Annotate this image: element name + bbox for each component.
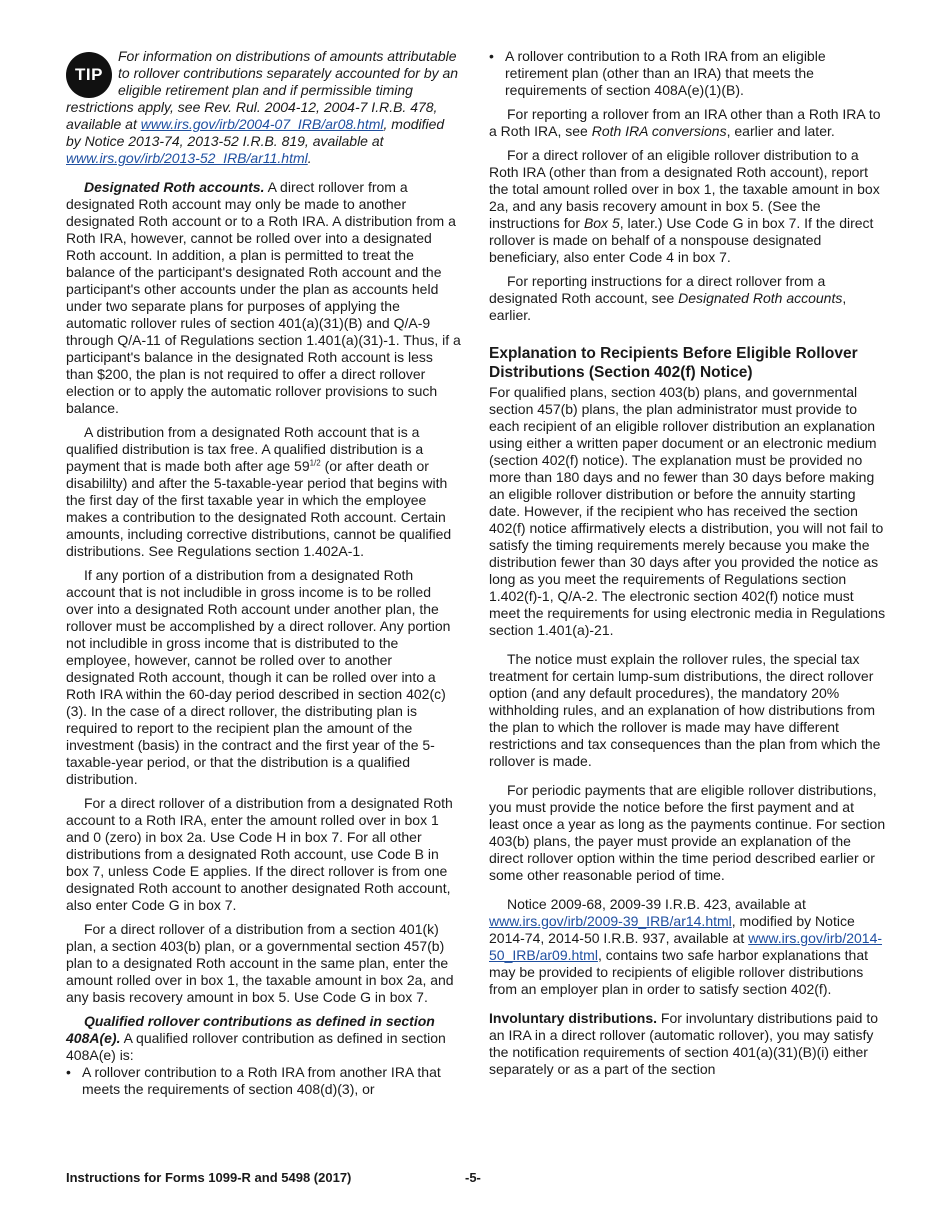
bullet-icon: • [66, 1064, 71, 1080]
box-5-ref: Box 5 [583, 215, 620, 231]
bullet-item-2: • A rollover contribution to a Roth IRA from an eligible retirement plan (other than an IRA) that meets the requirements of section 408A(e)(1)(B). [489, 48, 826, 98]
designated-roth-runin: Designated Roth accounts. [84, 179, 265, 195]
one-half-superscript: 1/2 [309, 458, 321, 468]
tip-box [66, 48, 462, 167]
tip-icon: TIP [66, 52, 112, 98]
reporting-instructions-paragraph: For reporting instructions for a direct rollover from a designated Roth account, see Designated Roth accounts, earlier. [489, 273, 847, 323]
eligible-rollover-paragraph: For a direct rollover of an eligible rollover distribution to a Roth IRA (other than from a designated Roth account), report the total amount rolled over in box 1, the taxable amount in box 2a, and any basis recovery amount in box 5. (See the instructions for Box 5, later.) Use Code G in box 7. If the direct rollover is made on behalf of a nonspouse designated beneficiary, also enter Code 4 in box 7. [489, 147, 880, 265]
right-column [489, 48, 886, 1078]
direct-rollover-paragraph: For a direct rollover of a distribution from a designated Roth account to a Roth IRA, enter the amount rolled over in box 1 and 0 (zero) in box 2a. Use Code H in box 7. For all other distributions from a designated Roth account, use Code B in box 7, unless Code E applies. If the direct rollover is from one designated Roth account to another designated Roth account, also enter Code G in box 7. [66, 795, 453, 913]
notice-2009-paragraph: Notice 2009-68, 2009-39 I.R.B. 423, available at www.irs.gov/irb/2009-39_IRB/ar14.html, modified by Notice 2014-74, 2014-50 I.R.B. 937, available at www.irs.gov/irb/2014-50_IRB/ar09.html, contains two safe harbor explanations that may be provided to recipients of eligible rollover distributions from an employer plan in order to satisfy section 402(f). [489, 896, 883, 997]
qualified-rollover-runin: Qualified rollover contributions as defined in section 408A(e). [66, 1013, 435, 1046]
footer-title: Instructions for Forms 1099-R and 5498 (2017) [66, 1170, 352, 1185]
tip-text: For information on distributions of amounts attributable to rollover contributions separately accounted for by an eligible retirement plan and if permissible timing restrictions apply, see Rev. Rul. 2004-12, 2004-7 I.R.B. 478, available at www.irs.gov/irb/2004-07_IRB/ar08.html, modified by Notice 2013-74, 2013-52 I.R.B. 819, available at www.irs.gov/irb/2013-52_IRB/ar11.html. [66, 48, 459, 166]
ira-rollover-paragraph: For reporting a rollover from an IRA other than a Roth IRA to a Roth IRA, see Roth IRA conversions, earlier and later. [489, 106, 881, 139]
notice-explain-paragraph: The notice must explain the rollover rules, the special tax treatment for certain lump-sum distributions, the direct rollover option (and any default procedures), the mandatory 20% withholding rules, and an explanation of how distributions from the plan to which the rollover is made may have different restrictions and tax consequences than the plan from which the rollover is made. [489, 651, 881, 769]
irb-2014-50-link[interactable]: www.irs.gov/irb/2014-50_IRB/ar09.html [489, 930, 883, 963]
portion-paragraph: If any portion of a distribution from a designated Roth account that is not includible in gross income is to be rolled over into a designated Roth account under another plan, the rollover must be accomplished by a direct rollover. Any portion not includible in gross income that is distributed to the employee, however, cannot be rolled over to another designated Roth account, though it can be rolled over into a Roth IRA within the 60-day period described in section 402(c)(3). In the case of a direct rollover, the distributing plan is required to report to the recipient plan the amount of the investment (basis) in the contract and the first year of the 5-taxable-year period, or that the distribution is a qualified distribution. [66, 567, 451, 787]
designated-roth-paragraph: Designated Roth accounts. A direct rollover from a designated Roth account may only be made to another designated Roth account or to a Roth IRA. A distribution from a Roth IRA, however, cannot be rolled over into a designated Roth account. In addition, a plan is permitted to treat the balance of the participant's designated Roth account and the participant's other accounts under the plan as accounts held under two separate plans for purposes of applying the automatic rollover rules of section 401(a)(31)(B) and Q/A-9 through Q/A-11 of Regulations section 1.401(a)(31)-1. Thus, if a participant's balance in the designated Roth account is less than $200, the plan is not required to offer a direct rollover election or to apply the automatic rollover provisions to such balance. [66, 179, 461, 416]
periodic-payments-paragraph: For periodic payments that are eligible rollover distributions, you must provide the notice before the first payment and at least once a year as long as the payments continue. For section 403(b) plans, the payer must provide an explanation of the direct rollover option within the time period described earlier or some other reasonable period of time. [489, 782, 886, 883]
involuntary-distributions-paragraph: Involuntary distributions. For involuntary distributions paid to an IRA in a direct rollover (automatic rollover), you may satisfy the notification requirements of section 401(a)(31)(B)(i) either separately or as a part of the section [489, 1010, 879, 1077]
page-number: -5- [465, 1170, 481, 1185]
qualified-distribution-paragraph: A distribution from a designated Roth account that is a qualified distribution is tax free. A qualified distribution is a payment that is made both after age $59^{1/2}$ (or after death or disabililty) and after the 5-taxable-year period that begins with the first day of the first taxable year in which the employee makes a contribution to the designated Roth account. Certain amounts, including corrective distributions, cannot be qualified distributions. See Regulations section 1.402A-1. [66, 424, 452, 559]
section-heading: Explanation to Recipients Before Eligible Rollover Distributions (Section 402(f) Notice) [489, 345, 858, 381]
qualified-rollover-paragraph: Qualified rollover contributions as defined in section 408A(e). A qualified rollover contribution as defined in section 408A(e) is: [66, 1013, 446, 1063]
involuntary-runin: Involuntary distributions. [489, 1010, 658, 1026]
roth-ira-conversions-ref: Roth IRA conversions [591, 123, 727, 139]
bullet-item-1: • A rollover contribution to a Roth IRA from another IRA that meets the requirements of section 408(d)(3), or [66, 1064, 441, 1097]
section-401k-paragraph: For a direct rollover of a distribution from a section 401(k) plan, a section 403(b) plan, or a governmental section 457(b) plan to a designated Roth account in the same plan, enter the amount rolled over in box 1, the taxable amount in box 2a, and any basis recovery amount in box 5. Use Code G in box 7. [66, 921, 454, 1005]
bullet-icon: • [489, 48, 494, 64]
irb-2009-39-link[interactable]: www.irs.gov/irb/2009-39_IRB/ar14.html [489, 913, 732, 929]
irb-2013-52-link[interactable]: www.irs.gov/irb/2013-52_IRB/ar11.html [66, 150, 308, 166]
designated-roth-accounts-ref: Designated Roth accounts [678, 290, 843, 306]
qualified-plans-paragraph: For qualified plans, section 403(b) plans, and governmental section 457(b) plans, the plan administrator must provide to each recipient of an eligible rollover distribution an explanation using either a written paper document or an electronic medium (section 402(f) notice). The explanation must be provided no more than 180 days and no fewer than 30 days before making an eligible rollover distribution or before the annuity starting date. However, if the recipient who has received the section 402(f) notice affirmatively elects a distribution, you will not fail to satisfy the timing requirements merely because you make the distribution fewer than 30 days after you provided the notice as long as you meet the requirements of Regulations section 1.402(f)-1, Q/A-2. The electronic section 402(f) notice must meet the requirements for using electronic media in Regulations section 1.401(a)-21. [489, 384, 886, 638]
left-column [66, 48, 462, 1098]
irb-2004-07-link[interactable]: www.irs.gov/irb/2004-07_IRB/ar08.html [140, 116, 384, 132]
